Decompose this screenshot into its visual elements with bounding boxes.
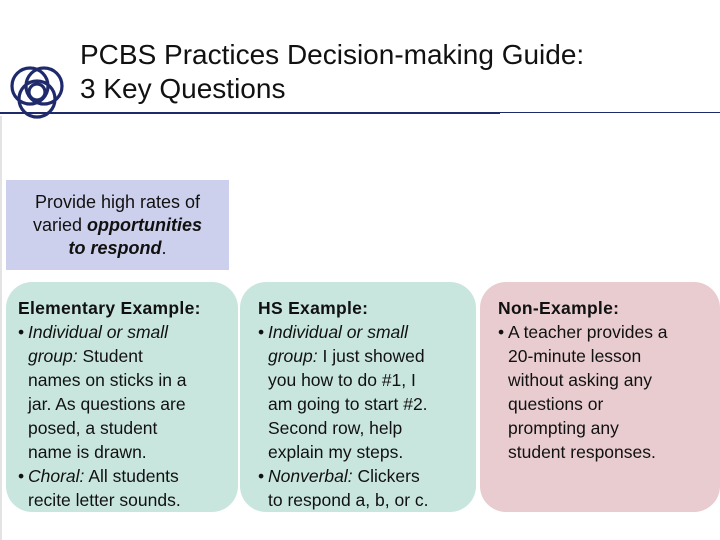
hs-bullet-1 xyxy=(258,320,476,344)
elementary-bullet-2 xyxy=(18,464,238,488)
non-example-bullet: • A teacher provides a xyxy=(498,320,720,344)
bullet-continuation: you how to do #1, I xyxy=(268,370,416,390)
bullet-continuation: Second row, help xyxy=(268,418,403,438)
non-example-heading: Non-Example: xyxy=(498,298,620,318)
bullet-continuation xyxy=(18,344,238,368)
practice-emphasis: opportunities xyxy=(87,215,203,235)
practice-emphasis-2: to respond xyxy=(68,238,162,258)
bullet-continuation: am going to start #2. xyxy=(268,394,428,414)
title-underline xyxy=(0,112,500,114)
bullet-continuation: 20-minute lesson xyxy=(508,346,642,366)
hs-bullet-2 xyxy=(258,464,476,488)
bullet-continuation xyxy=(258,344,476,368)
practice-line-1: Provide high rates of xyxy=(34,192,201,212)
bullet-continuation: questions or xyxy=(508,394,604,414)
bullet-continuation: explain my steps. xyxy=(268,442,404,462)
bullet-emphasis: Individual or small xyxy=(268,322,409,342)
bullet-emphasis: Individual or small xyxy=(28,322,169,342)
bullet-text: I just showed xyxy=(317,346,425,366)
practice-line-2 xyxy=(6,214,229,237)
bullet-continuation: posed, a student xyxy=(28,418,158,438)
hs-example-card xyxy=(240,282,476,512)
bullet-emphasis: Nonverbal: xyxy=(268,466,353,486)
elementary-example-card xyxy=(6,282,238,512)
bullet-continuation: recite letter sounds. xyxy=(28,490,181,510)
practice-text: varied xyxy=(32,215,88,235)
hs-heading: HS Example: xyxy=(258,298,369,318)
elementary-heading: Elementary Example: xyxy=(18,298,201,318)
bullet-text: Student xyxy=(77,346,143,366)
bullet-continuation: prompting any xyxy=(508,418,619,438)
bullet-emphasis: group: xyxy=(268,346,318,366)
bullet-continuation: name is drawn. xyxy=(28,442,147,462)
bullet-continuation: student responses. xyxy=(508,442,656,462)
bullet-text: All students xyxy=(84,466,179,486)
bullet-text: Clickers xyxy=(352,466,420,486)
non-example-card xyxy=(480,282,720,512)
left-divider xyxy=(0,116,2,540)
bullet-continuation: jar. As questions are xyxy=(28,394,186,414)
bullet-continuation: names on sticks in a xyxy=(28,370,187,390)
practice-period: . xyxy=(161,238,167,258)
interlocking-circles-logo-icon xyxy=(0,52,80,132)
bullet-emphasis: Choral: xyxy=(28,466,85,486)
page-title xyxy=(80,38,710,106)
title-line-1: PCBS Practices Decision-making Guide: xyxy=(80,39,585,70)
bullet-continuation: to respond a, b, or c. xyxy=(268,490,429,510)
title-underline-thin xyxy=(500,112,720,113)
title-line-2: 3 Key Questions xyxy=(80,73,286,104)
practice-box xyxy=(6,180,229,270)
elementary-bullet-1 xyxy=(18,320,238,344)
bullet-continuation: without asking any xyxy=(508,370,652,390)
bullet-emphasis: group: xyxy=(28,346,78,366)
practice-line-3 xyxy=(6,237,229,260)
